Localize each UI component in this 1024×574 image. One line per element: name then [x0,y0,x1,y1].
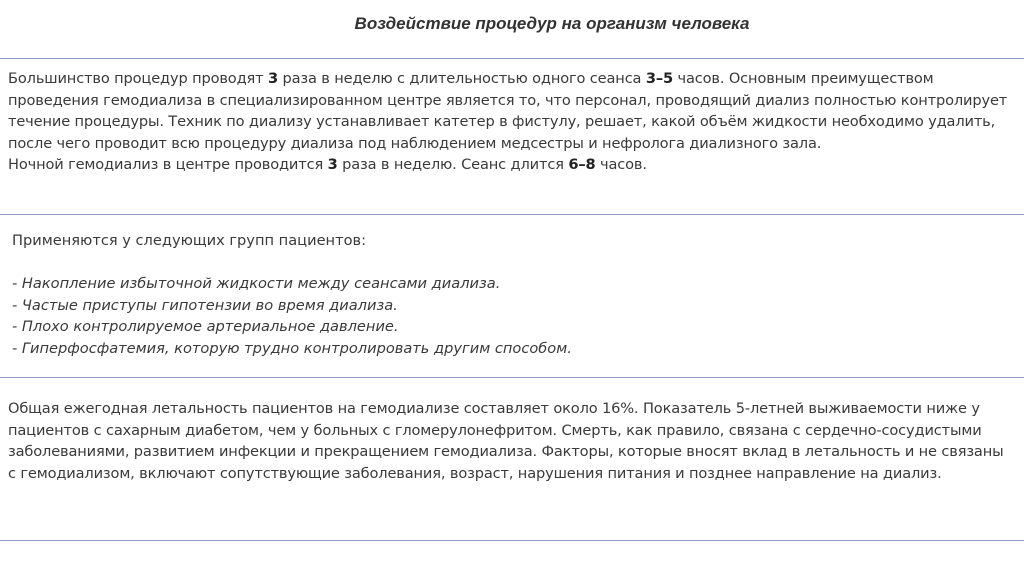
text-run: часов. [595,156,647,174]
slide-title: Воздействие процедур на организм человека [354,14,750,33]
text-run: Ночной гемодиализ в центре проводится [8,156,328,174]
text-run: Большинство процедур проводят [8,70,268,87]
divider-middle-1 [0,214,1024,215]
list-item: - Частые приступы гипотензии во время диализа. [12,296,398,314]
list-item: - Гиперфосфатемия, которую трудно контролировать другим способом. [12,339,572,357]
night-sessions-count: 3 [327,156,338,174]
divider-middle-2 [0,377,1024,378]
session-duration: 3–5 [645,70,673,87]
divider-top [0,58,1024,59]
mortality-section [8,398,1013,484]
list-item: - Плохо контролируемое артериальное давление. [12,318,399,336]
divider-bottom [0,540,1024,541]
text-run: раза в неделю. Сеанс длится [337,156,569,174]
night-session-duration: 6–8 [568,156,596,174]
text-run: часов. Основным преимуществом проведения гемодиализа в специализированном центре является то, что персонал, проводящий диализ полностью контролирует течение процедуры. Техник по диализу устанавливает катетер в фистулу, решает, какой объём жидкости необходимо удалить, после чего проводит всю процедуру диализа под наблюдением медсестры и нефролога диализного зала. [8,70,1008,152]
text-run: раза в неделю с длительностью одного сеанса [278,70,646,87]
sessions-count: 3 [268,70,279,87]
procedure-paragraph [8,68,1013,154]
patient-groups-section [12,230,1002,360]
list-item: - Накопление избыточной жидкости между сеансами диализа. [12,275,501,293]
procedure-frequency-section [8,68,1013,176]
mortality-paragraph: Общая ежегодная летальность пациентов на гемодиализе составляет около 16%. Показатель 5-летней выживаемости ниже у пациентов с сахарным диабетом, чем у больных с гломерулонефритом. Смерть, как правило, связана с сердечно-сосудистыми заболеваниями, развитием инфекции и прекращением гемодиализа. Факторы, которые вносят вклад в летальность и не связаны с гемодиализом, включают сопутствующие заболевания, возраст, нарушения питания и позднее направление на диализ. [8,400,1004,482]
patient-groups-intro: Применяются у следующих групп пациентов: [12,232,367,249]
night-dialysis-paragraph [8,154,1013,176]
